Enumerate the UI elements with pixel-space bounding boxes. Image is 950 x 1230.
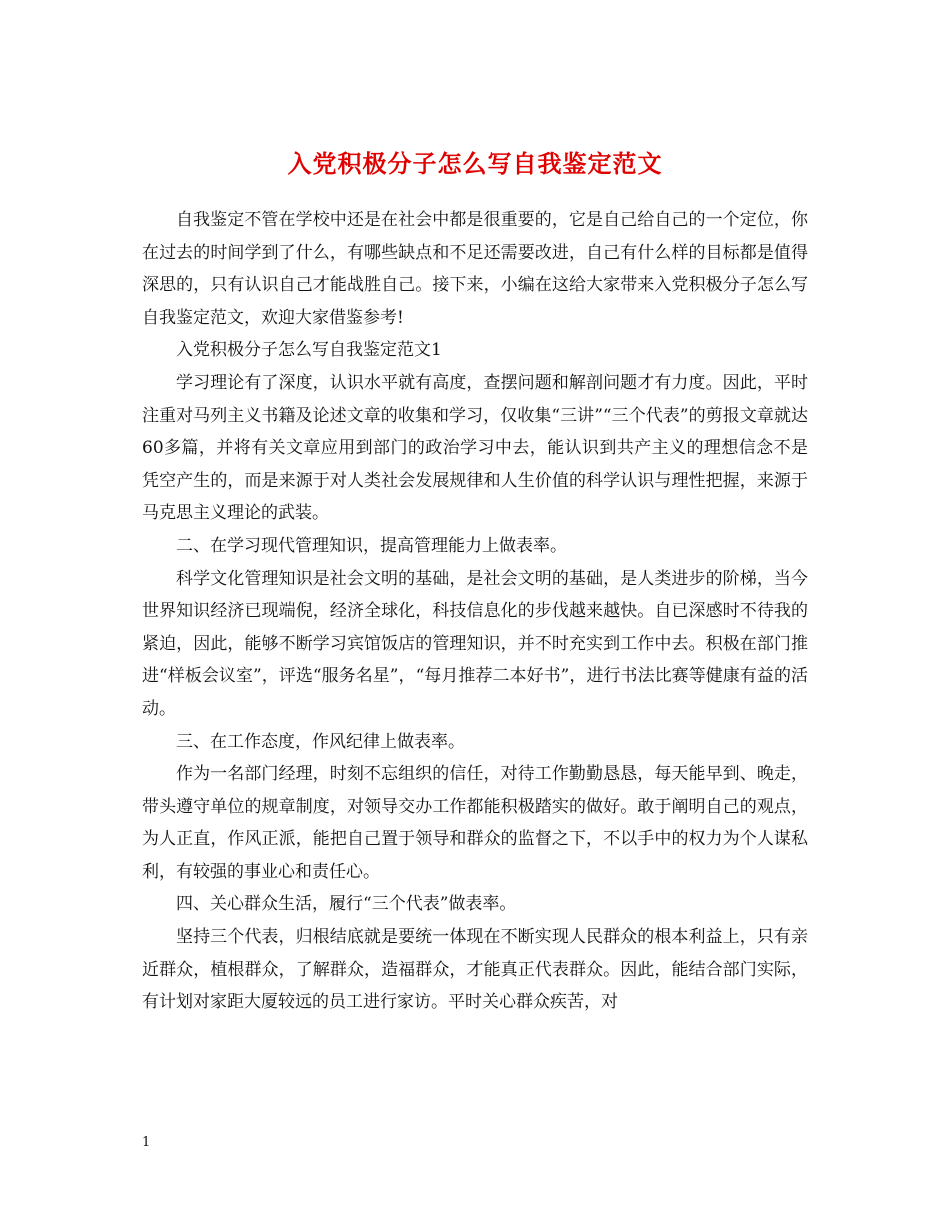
paragraph-theory-study: 学习理论有了深度，认识水平就有高度，查摆问题和解剖问题才有力度。因此，平时注重对马列主义书籍及论述文章的收集和学习，仅收集“三讲”“三个代表”的剪报文章就达60多篇，并将有关文章应用到部门的政治学习中去，能认识到共产主义的理想信念不是凭空产生的，而是来源于对人类社会发展规律和人生价值的科学认识与理性把握，来源于马克思主义理论的武装。	[142, 372, 808, 524]
paragraph-intro: 自我鉴定不管在学校中还是在社会中都是很重要的，它是自己给自己的一个定位，你在过去的时间学到了什么，有哪些缺点和不足还需要改进，自己有什么样的目标都是值得深思的，只有认识自己才能战胜自己。接下来，小编在这给大家带来入党积极分子怎么写自我鉴定范文，欢迎大家借鉴参考!	[142, 210, 808, 328]
paragraph-management-knowledge: 科学文化管理知识是社会文明的基础，是社会文明的基础，是人类进步的阶梯，当今世界知识经济已现端倪，经济全球化，科技信息化的步伐越来越快。自已深感时不待我的紧迫，因此，能够不断学习宾馆饭店的管理知识，并不时充实到工作中去。积极在部门推进“样板会议室”，评选“服务名星”，“每月推荐二本好书”，进行书法比赛等健康有益的活动。	[142, 568, 808, 719]
paragraph-sample-heading: 入党积极分子怎么写自我鉴定范文1	[176, 340, 442, 361]
paragraph-work-attitude: 作为一名部门经理，时刻不忘组织的信任，对待工作勤勤恳恳，每天能早到、晚走，带头遵守单位的规章制度，对领导交办工作都能积极踏实的做好。敢于阐明自己的观点，为人正直，作风正派，能把自己置于领导和群众的监督之下，不以手中的权力为个人谋私利，有较强的事业心和责任心。	[142, 764, 808, 882]
paragraph-care-for-masses: 坚持三个代表，归根结底就是要统一体现在不断实现人民群众的根本利益上，只有亲近群众，植根群众，了解群众，造福群众，才能真正代表群众。因此，能结合部门实际，有计划对家距大厦较远的员工进行家访。平时关心群众疾苦，对	[142, 927, 808, 1013]
paragraph-section-three-heading: 三、在工作态度，作风纪律上做表率。	[176, 731, 465, 752]
document-title: 入党积极分子怎么写自我鉴定范文	[287, 149, 663, 179]
document-body	[142, 204, 808, 1019]
paragraph-section-two-heading: 二、在学习现代管理知识，提高管理能力上做表率。	[176, 535, 567, 556]
paragraph-section-four-heading: 四、关心群众生活，履行“三个代表”做表率。	[176, 894, 517, 915]
page-number: 1	[142, 1135, 151, 1150]
